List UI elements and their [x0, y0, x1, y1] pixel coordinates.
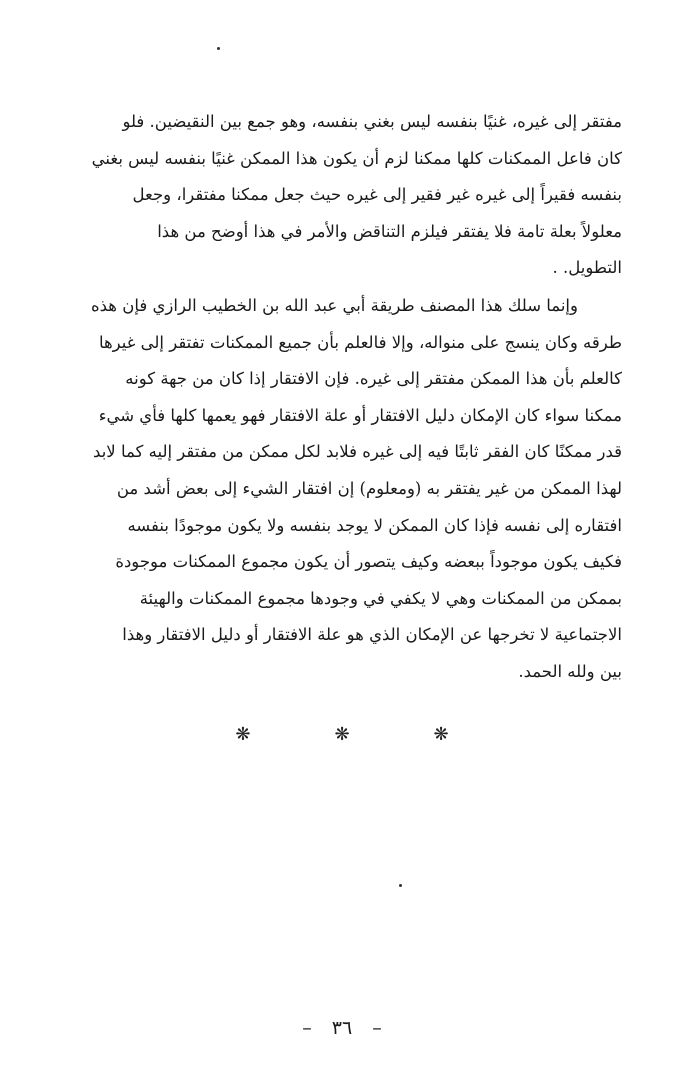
page-number-value: ٣٦ [331, 1017, 353, 1039]
text-line: التطويل. . [552, 258, 622, 278]
text-line: كالعلم بأن هذا الممكن مفتقر إلى غيره. فإن الافتقار إذا كان من جهة كونه [125, 369, 622, 389]
text-line: وإنما سلك هذا المصنف طريقة أبي عبد الله بن الخطيب الرازي فإن هذه [90, 296, 578, 315]
print-speck [217, 47, 220, 50]
dash-right: – [372, 1017, 382, 1039]
asterism-icon: ❋ [235, 724, 293, 745]
text-line: معلولاً بعلة تامة فلا يفتقر فيلزم التناقض والأمر في هذا أوضح من هذا [157, 221, 622, 241]
section-separator [0, 724, 684, 745]
text-line: بنفسه فقيراً إلى غيره غير فقير إلى غيره حيث جعل ممكنا مفتقرا، وجعل [132, 185, 622, 205]
page-number [0, 1017, 684, 1039]
text-line: بين ولله الحمد. [518, 661, 622, 681]
paragraph-1 [54, 104, 622, 287]
dash-left: – [302, 1017, 312, 1039]
asterism-icon: ❋ [334, 724, 392, 745]
text-line: مفتقر إلى غيره، غنيًا بنفسه ليس بغني بنفسه، وهو جمع بين النقيضين. فلو [122, 112, 622, 131]
text-line: الاجتماعية لا تخرجها عن الإمكان الذي هو علة الافتقار أو دليل الافتقار وهذا [122, 625, 622, 645]
text-line: ممكنا سواء كان الإمكان دليل الافتقار أو علة الافتقار فهو يعمها كلها فأي شيء [98, 405, 622, 425]
paragraph-2 [54, 288, 622, 691]
print-speck [399, 884, 402, 887]
text-line: لهذا الممكن من غير يفتقر به (ومعلوم) إن افتقار الشيء إلى بعض أشد من [116, 478, 622, 498]
text-line: فكيف يكون موجوداً ببعضه وكيف يتصور أن يكون مجموع الممكنات موجودة [115, 552, 622, 572]
text-line: كان فاعل الممكنات كلها ممكنا لزم أن يكون هذا الممكن غنيًا بنفسه ليس بغني [91, 148, 622, 168]
text-line: افتقاره إلى نفسه فإذا كان الممكن لا يوجد بنفسه ولا يكون موجودًا بنفسه [127, 515, 622, 535]
asterism-icon: ❋ [433, 724, 491, 745]
text-line: طرقه وكان ينسج على منواله، وإلا فالعلم بأن جميع الممكنات تفتقر إلى غيرها [98, 332, 622, 352]
text-line: بممكن من الممكنات وهي لا يكفي في وجودها مجموع الممكنات والهيئة [139, 588, 622, 608]
text-line: قدر ممكنًا كان الفقر ثابتًا فيه إلى غيره فلابد لكل ممكن من مفتقر إليه كما لابد [93, 442, 622, 462]
